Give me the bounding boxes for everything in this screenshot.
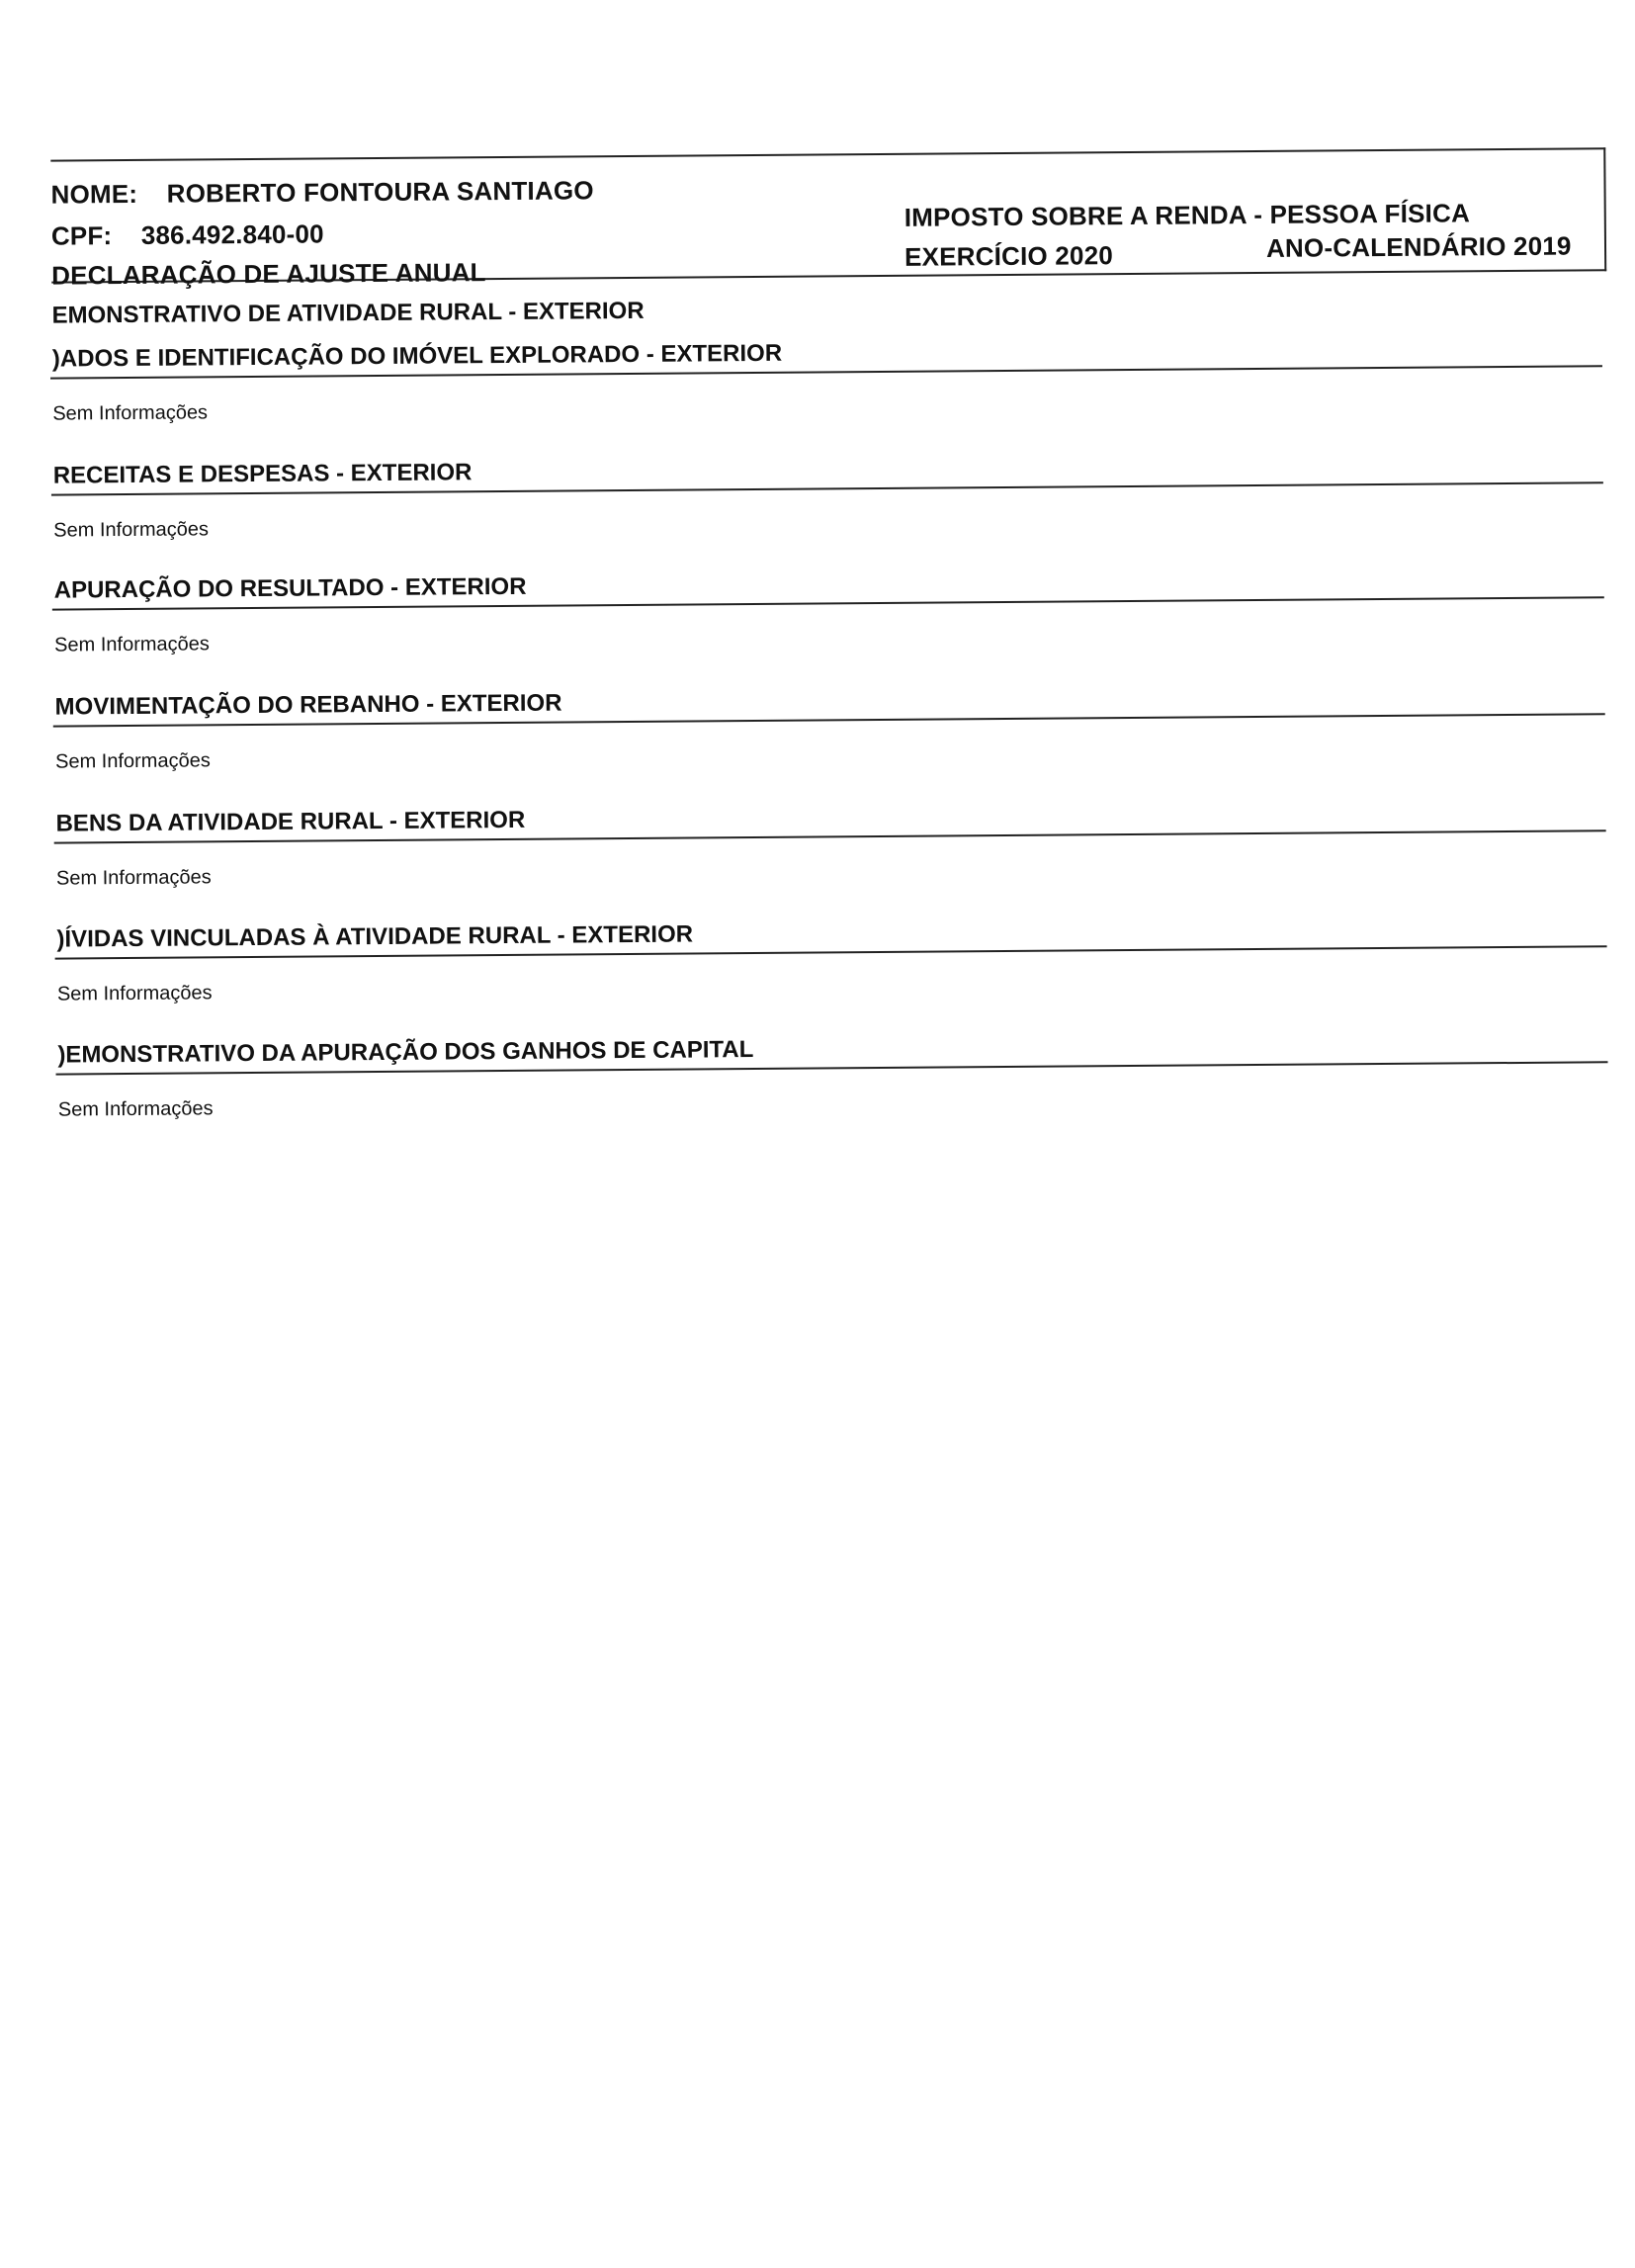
section-body: Sem Informações (53, 518, 210, 542)
tax-title: IMPOSTO SOBRE A RENDA - PESSOA FÍSICA (904, 198, 1471, 232)
declaration-type: DECLARAÇÃO DE AJUSTE ANUAL (51, 257, 486, 291)
section-title: MOVIMENTAÇÃO DO REBANHO - EXTERIOR (54, 689, 562, 721)
section-bens (53, 796, 1606, 890)
main-title: EMONSTRATIVO DE ATIVIDADE RURAL - EXTERIOR (51, 297, 645, 329)
cpf-value: 386.492.840-00 (140, 218, 324, 250)
name-label: NOME: (50, 178, 138, 210)
taxpayer-name-row (50, 175, 593, 210)
section-receitas (51, 448, 1604, 542)
section-dividas (54, 912, 1607, 1005)
header-box (50, 147, 1606, 291)
name-value: ROBERTO FONTOURA SANTIAGO (166, 175, 594, 209)
taxpayer-cpf-row (51, 218, 324, 251)
section-body: Sem Informações (54, 633, 210, 656)
section-title: )ADOS E IDENTIFICAÇÃO DO IMÓVEL EXPLORADO - EXTERIOR (51, 339, 783, 373)
section-apuracao (52, 563, 1605, 656)
section-body: Sem Informações (54, 749, 211, 773)
exercicio: EXERCÍCIO 2020 (904, 240, 1114, 272)
section-imovel (50, 331, 1603, 425)
cpf-label: CPF: (50, 220, 113, 251)
section-ganhos-capital (55, 1027, 1608, 1121)
section-body: Sem Informações (52, 401, 209, 425)
section-body: Sem Informações (55, 866, 212, 890)
section-title: )EMONSTRATIVO DA APURAÇÃO DOS GANHOS DE CAPITAL (57, 1036, 754, 1069)
section-title: )ÍVIDAS VINCULADAS À ATIVIDADE RURAL - EXTERIOR (56, 920, 694, 953)
section-title: APURAÇÃO DO RESULTADO - EXTERIOR (53, 572, 527, 604)
section-title: BENS DA ATIVIDADE RURAL - EXTERIOR (55, 806, 526, 837)
section-rebanho (52, 679, 1605, 773)
ano-calendario: ANO-CALENDÁRIO 2019 (1265, 230, 1572, 263)
section-body: Sem Informações (57, 1097, 214, 1121)
section-body: Sem Informações (56, 982, 213, 1005)
section-title: RECEITAS E DESPESAS - EXTERIOR (52, 459, 473, 489)
